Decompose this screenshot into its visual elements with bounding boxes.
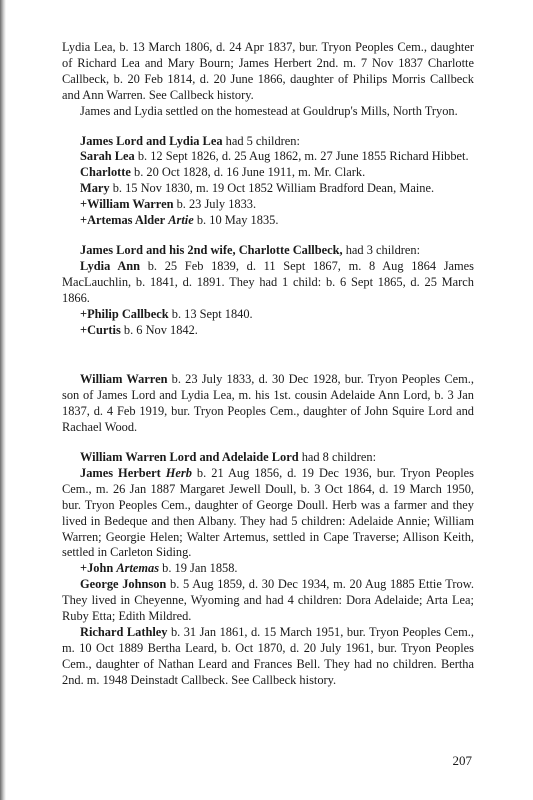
document-page: [62, 40, 474, 689]
child-entry: [62, 577, 474, 625]
family-heading-3-count: had 8 children:: [298, 450, 377, 465]
child-name: John: [87, 561, 114, 576]
child-name: George Johnson: [80, 577, 167, 592]
child-name: Lydia Ann: [80, 258, 141, 273]
child-nickname: Artie: [168, 213, 194, 228]
child-name: Sarah Lea: [80, 149, 135, 164]
child-details: b. 6 Nov 1842.: [120, 322, 198, 337]
paragraph-lydia-lea: Lydia Lea, b. 13 March 1806, d. 24 Apr 1837, bur. Tryon Peoples Cem., daughter of Richard Lea and Mary Bourn; James Herbert 2nd. m. 7 Nov 1837 Charlotte Callbeck, b. 20 Feb 1814, d. 20 June 1866, daughter of Philips Morris Callbeck and Ann Warren. See Callbeck history.: [62, 40, 474, 102]
child-name: William Warren: [87, 197, 174, 212]
child-prefix: +: [80, 322, 88, 337]
child-prefix: +: [80, 306, 88, 321]
child-prefix: +: [80, 561, 88, 576]
family-heading-3-parents: William Warren Lord and Adelaide Lord: [80, 450, 299, 465]
family-heading-3: [62, 450, 474, 466]
child-entry: [62, 625, 474, 689]
child-details: b. 20 Oct 1828, d. 16 June 1911, m. Mr. Clark.: [130, 165, 366, 180]
page-number: 207: [452, 753, 472, 768]
paragraph-william-warren: [62, 372, 474, 436]
child-details: b. 25 Feb 1839, d. 11 Sept 1867, m. 8 Aug 1864 James MacLauchlin, b. 1841, d. 1891. They had 1 child: b. 6 Sept 1865, d. 25 March 1866.: [62, 258, 474, 305]
child-details: b. 5 Aug 1859, d. 30 Dec 1934, m. 20 Aug 1885 Ettie Trow. They lived in Cheyenne, Wyoming and had 4 children: Dora Adelaide; Arta Lea; Ruby Etta; Edith Mildred.: [62, 577, 474, 624]
child-name: Artemas Alder: [87, 213, 166, 228]
child-name: Mary: [80, 181, 110, 196]
child-details: b. 21 Aug 1856, d. 19 Dec 1936, bur. Tryon Peoples Cem., m. 26 Jan 1887 Margaret Jewell Doull, b. 3 Oct 1864, d. 19 March 1950, bur. Tryon Peoples Cem., daughter of George Doull. Herb was a farmer and they lived in Bedeque and then Albany. They had 5 children: Adelaide Annie; William Warren; Georgie Helen; Walter Artemus, settled in Cape Traverse; Allison Keith, settled in Carleton Siding.: [62, 465, 474, 560]
family-heading-1-count: had 5 children:: [222, 133, 300, 148]
child-details: b. 19 Jan 1858.: [159, 561, 238, 576]
child-entry: [62, 165, 474, 181]
person-name: William Warren: [80, 372, 168, 387]
child-entry: [62, 323, 474, 339]
child-name: Philip Callbeck: [87, 306, 169, 321]
child-details: b. 31 Jan 1861, d. 15 March 1951, bur. Tryon Peoples Cem., m. 10 Oct 1889 Bertha Leard, b. Oct 1870, d. 20 July 1961, bur. Tryon Peoples Cem., daughter of Nathan Leard and Frances Bell. They had no children. Bertha 2nd. m. 1948 Deinstadt Callbeck. See Callbeck history.: [62, 625, 474, 687]
child-name: Richard Lathley: [80, 625, 168, 639]
child-details: b. 10 May 1835.: [193, 213, 279, 228]
child-name: Curtis: [87, 322, 121, 337]
family-heading-1-parents: James Lord and Lydia Lea: [80, 133, 223, 148]
child-details: b. 15 Nov 1830, m. 19 Oct 1852 William Bradford Dean, Maine.: [109, 181, 435, 196]
child-entry: [62, 561, 474, 577]
family-heading-2: [62, 243, 474, 259]
family-heading-2-count: had 3 children:: [342, 242, 421, 257]
child-details: b. 12 Sept 1826, d. 25 Aug 1862, m. 27 June 1855 Richard Hibbet.: [134, 149, 469, 164]
family-heading-2-parents: James Lord and his 2nd wife, Charlotte Callbeck,: [80, 242, 343, 257]
child-name: Charlotte: [80, 165, 131, 180]
paragraph-settled: James and Lydia settled on the homestead at Gouldrup's Mills, North Tryon.: [80, 103, 458, 118]
child-details: b. 13 Sept 1840.: [168, 306, 253, 321]
child-name: James Herbert: [80, 465, 161, 480]
child-entry: [62, 259, 474, 307]
family-heading-1: [62, 134, 474, 150]
child-entry: [62, 466, 474, 561]
child-entry: [62, 149, 474, 165]
child-details: b. 23 July 1833.: [173, 197, 257, 212]
child-entry: [62, 181, 474, 197]
child-nickname: Artemas: [116, 561, 160, 576]
person-details: b. 23 July 1833, d. 30 Dec 1928, bur. Tryon Peoples Cem., son of James Lord and Lydia Lea, m. his 1st. cousin Adelaide Ann Lord, b. 3 Jan 1837, d. 4 Feb 1919, bur. Tryon Peoples Cem., daughter of John Squire Lord and Rachael Wood.: [62, 372, 475, 435]
scan-page-edge: [0, 0, 6, 800]
child-nickname: Herb: [165, 465, 192, 480]
child-entry: [62, 307, 474, 323]
child-entry: [62, 213, 474, 229]
child-prefix: +: [80, 213, 88, 228]
child-entry: [62, 197, 474, 213]
child-prefix: +: [80, 197, 88, 212]
